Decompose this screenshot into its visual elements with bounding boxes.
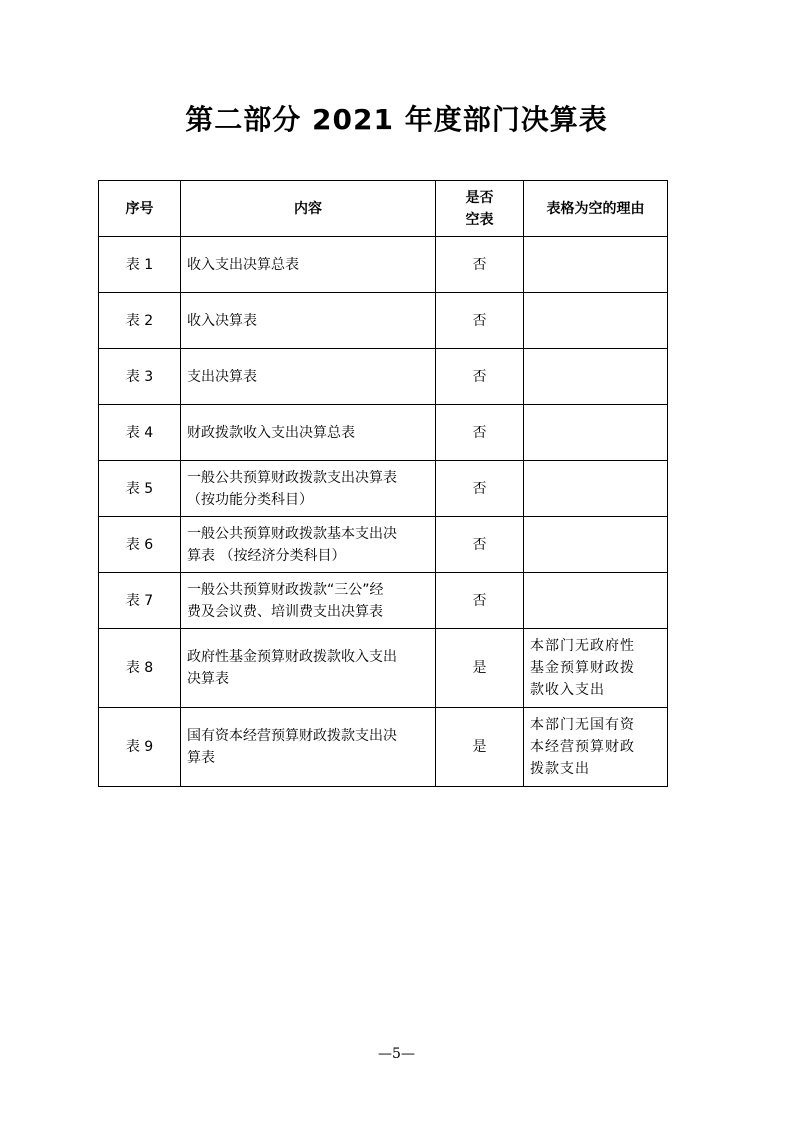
row-content-line1: 一般公共预算财政拨款支出决算表 <box>187 469 397 486</box>
row-no: 表 1 <box>99 237 181 293</box>
table-row <box>99 349 668 405</box>
row-content: 收入决算表 <box>181 293 436 349</box>
row-content-line2: 决算表 <box>187 671 229 687</box>
row-content <box>181 461 436 517</box>
header-empty <box>436 181 524 237</box>
row-reason <box>524 237 668 293</box>
report-table <box>98 180 668 787</box>
row-content-line2: （按功能分类科目） <box>187 491 313 508</box>
row-no: 表 4 <box>99 405 181 461</box>
row-reason-line2: 基金预算财政拨 <box>530 660 635 676</box>
row-empty: 否 <box>436 293 524 349</box>
row-reason-line1: 本部门无政府性 <box>530 638 635 654</box>
table-header-row <box>99 181 668 237</box>
table-row <box>99 629 668 708</box>
row-no: 表 7 <box>99 573 181 629</box>
row-no: 表 6 <box>99 517 181 573</box>
row-reason <box>524 708 668 787</box>
table-row <box>99 237 668 293</box>
row-no: 表 9 <box>99 708 181 787</box>
row-no: 表 3 <box>99 349 181 405</box>
row-reason <box>524 573 668 629</box>
row-content-line1: 一般公共预算财政拨款基本支出决 <box>187 525 397 542</box>
row-reason-line3: 拨款支出 <box>530 761 590 777</box>
row-empty: 否 <box>436 573 524 629</box>
row-reason <box>524 405 668 461</box>
row-empty: 否 <box>436 405 524 461</box>
table-row <box>99 708 668 787</box>
row-no: 表 2 <box>99 293 181 349</box>
row-empty: 否 <box>436 461 524 517</box>
row-content-line2: 费及会议费、培训费支出决算表 <box>187 603 383 620</box>
row-reason-line2: 本经营预算财政 <box>530 739 635 755</box>
header-no: 序号 <box>99 181 181 237</box>
row-content: 支出决算表 <box>181 349 436 405</box>
row-empty: 否 <box>436 517 524 573</box>
header-empty-line1: 是否 <box>465 189 494 206</box>
row-empty: 是 <box>436 629 524 708</box>
row-reason <box>524 349 668 405</box>
table-row <box>99 517 668 573</box>
row-content-line2: 算表 <box>187 750 215 766</box>
row-content <box>181 629 436 708</box>
row-empty: 是 <box>436 708 524 787</box>
page-title: 第二部分 2021 年度部门决算表 <box>185 103 608 136</box>
row-reason <box>524 461 668 517</box>
row-content: 财政拨款收入支出决算总表 <box>181 405 436 461</box>
row-reason <box>524 517 668 573</box>
row-content-line1: 一般公共预算财政拨款“三公”经 <box>187 581 384 598</box>
table-row <box>99 293 668 349</box>
row-reason-line1: 本部门无国有资 <box>530 717 635 733</box>
row-content-line2: 算表 （按经济分类科目） <box>187 547 346 564</box>
row-reason <box>524 629 668 708</box>
header-content: 内容 <box>181 181 436 237</box>
row-content <box>181 708 436 787</box>
header-empty-line2: 空表 <box>465 211 494 228</box>
row-empty: 否 <box>436 349 524 405</box>
row-content: 收入支出决算总表 <box>181 237 436 293</box>
row-content-line1: 政府性基金预算财政拨款收入支出 <box>187 649 397 665</box>
row-content <box>181 517 436 573</box>
row-content <box>181 573 436 629</box>
row-no: 表 8 <box>99 629 181 708</box>
page-number: —5— <box>378 1046 415 1062</box>
header-reason: 表格为空的理由 <box>524 181 668 237</box>
table-row <box>99 573 668 629</box>
row-reason-line3: 款收入支出 <box>530 682 605 698</box>
row-empty: 否 <box>436 237 524 293</box>
row-no: 表 5 <box>99 461 181 517</box>
row-reason <box>524 293 668 349</box>
row-content-line1: 国有资本经营预算财政拨款支出决 <box>187 728 397 744</box>
table-row <box>99 461 668 517</box>
table-row <box>99 405 668 461</box>
